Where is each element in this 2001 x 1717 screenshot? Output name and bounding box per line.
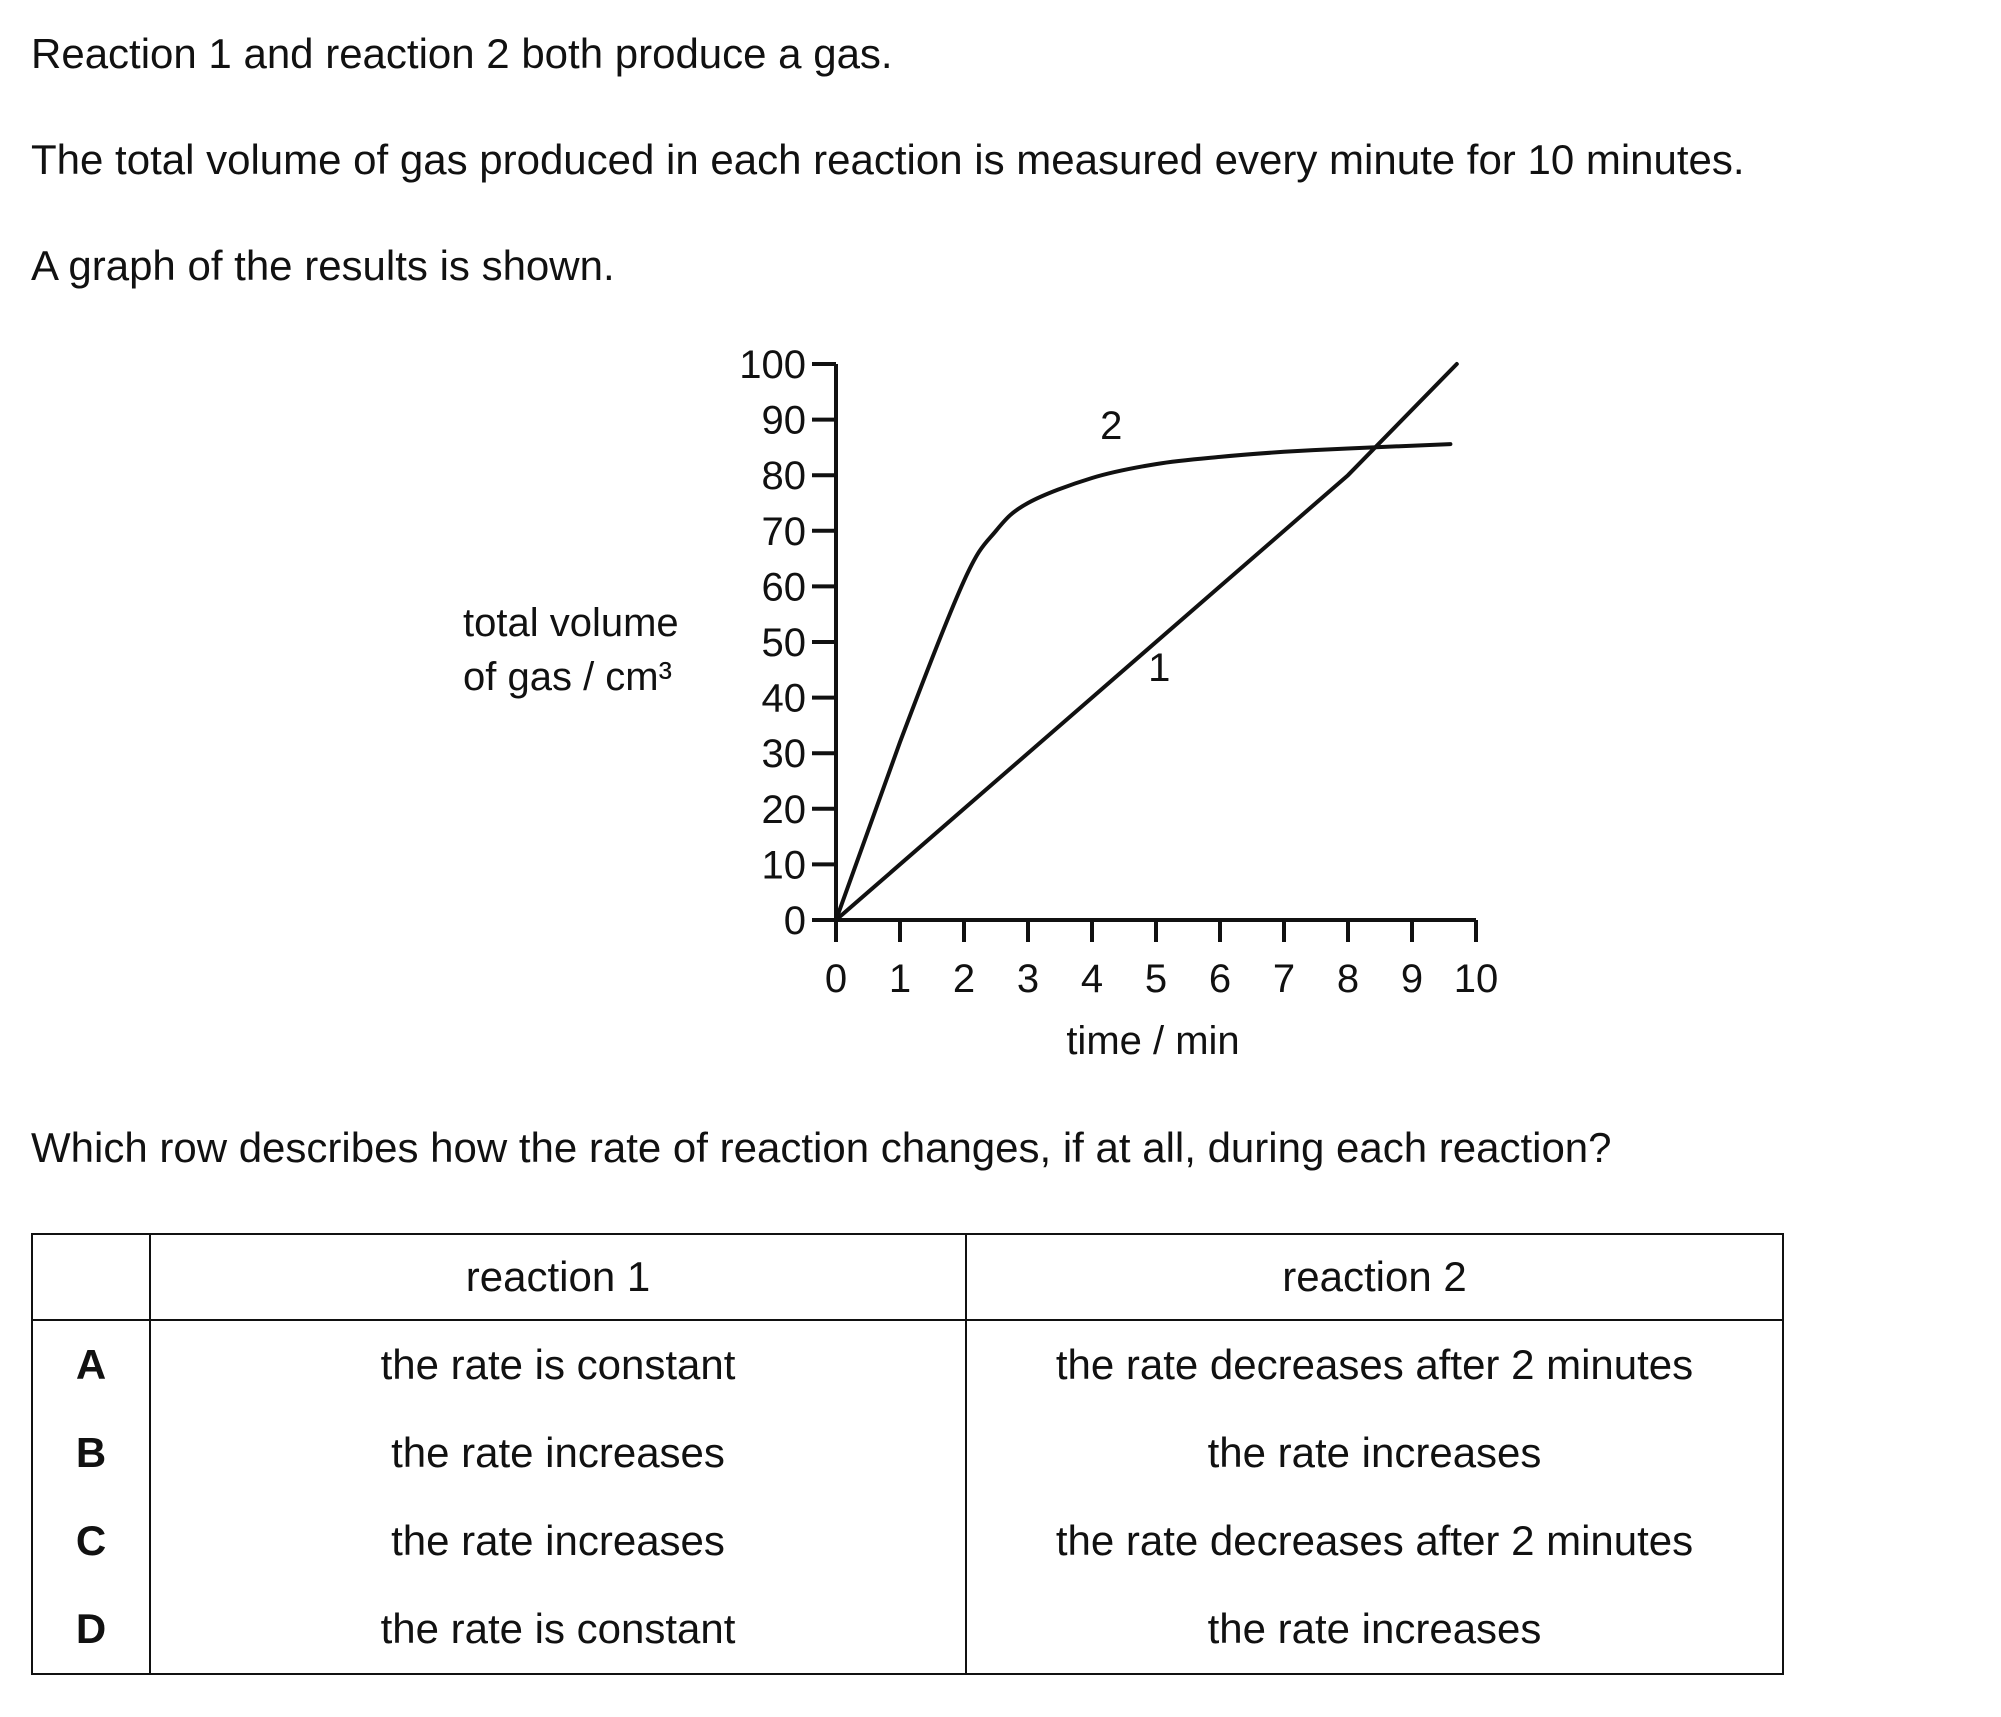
x-tick-label: 6 <box>1208 957 1232 1001</box>
option-row-d[interactable] <box>32 1585 1783 1674</box>
reaction-1-cell: the rate is constant <box>150 1320 966 1409</box>
answer-options-table <box>31 1233 1784 1675</box>
option-key: A <box>32 1320 150 1409</box>
x-axis-title: time / min <box>1066 1019 1240 1063</box>
option-row-b[interactable] <box>32 1409 1783 1497</box>
y-tick-label: 30 <box>761 732 806 777</box>
option-key: B <box>32 1409 150 1497</box>
option-key: D <box>32 1585 150 1674</box>
y-tick-label: 10 <box>761 843 806 888</box>
intro-line-1: Reaction 1 and reaction 2 both produce a gas. <box>31 30 893 77</box>
x-tick-label: 10 <box>1453 957 1499 1001</box>
reaction-2-cell: the rate increases <box>966 1409 1783 1497</box>
x-tick-label: 7 <box>1272 957 1296 1001</box>
reaction-1-cell: the rate increases <box>150 1497 966 1585</box>
y-tick-label: 80 <box>761 454 806 499</box>
y-tick-label: 70 <box>761 509 806 554</box>
reaction-2-cell: the rate increases <box>966 1585 1783 1674</box>
y-axis-title-line-2: of gas / cm³ <box>463 655 672 699</box>
y-tick-label: 20 <box>761 787 806 832</box>
reaction-1-cell: the rate is constant <box>150 1585 966 1674</box>
header-reaction-2: reaction 2 <box>966 1234 1783 1320</box>
intro-line-2: The total volume of gas produced in each reaction is measured every minute for 10 minutes. <box>31 136 1745 183</box>
reaction-1-cell: the rate increases <box>150 1409 966 1497</box>
series-label-2: 2 <box>1100 404 1123 449</box>
y-tick-label: 0 <box>783 899 806 943</box>
y-tick-label: 100 <box>739 343 806 387</box>
y-tick-label: 90 <box>761 398 806 443</box>
y-axis-title-line-1: total volume <box>463 601 679 645</box>
series-line-2 <box>836 444 1450 920</box>
x-tick-label: 4 <box>1080 957 1104 1001</box>
chart-series <box>836 364 1457 920</box>
option-key: C <box>32 1497 150 1585</box>
x-tick-label: 0 <box>824 957 848 1001</box>
option-row-c[interactable] <box>32 1497 1783 1585</box>
chart-labels <box>463 343 1498 1063</box>
option-row-a[interactable] <box>32 1320 1783 1409</box>
reaction-2-cell: the rate decreases after 2 minutes <box>966 1320 1783 1409</box>
y-tick-label: 60 <box>761 565 806 610</box>
intro-line-3: A graph of the results is shown. <box>31 242 615 289</box>
question-text: Which row describes how the rate of reaction changes, if at all, during each reaction? <box>31 1124 1612 1171</box>
series-line-1 <box>836 364 1457 920</box>
x-tick-label: 1 <box>888 957 912 1001</box>
series-label-1: 1 <box>1148 645 1171 690</box>
x-tick-label: 5 <box>1144 957 1168 1001</box>
y-tick-label: 40 <box>761 676 806 721</box>
table-header-row <box>32 1234 1783 1320</box>
chart-axes <box>812 364 1476 942</box>
x-tick-label: 2 <box>952 957 976 1001</box>
x-tick-label: 8 <box>1336 957 1360 1001</box>
reaction-2-cell: the rate decreases after 2 minutes <box>966 1497 1783 1585</box>
x-tick-label: 3 <box>1016 957 1040 1001</box>
header-key <box>32 1234 150 1320</box>
x-tick-label: 9 <box>1400 957 1424 1001</box>
y-tick-label: 50 <box>761 621 806 665</box>
header-reaction-1: reaction 1 <box>150 1234 966 1320</box>
